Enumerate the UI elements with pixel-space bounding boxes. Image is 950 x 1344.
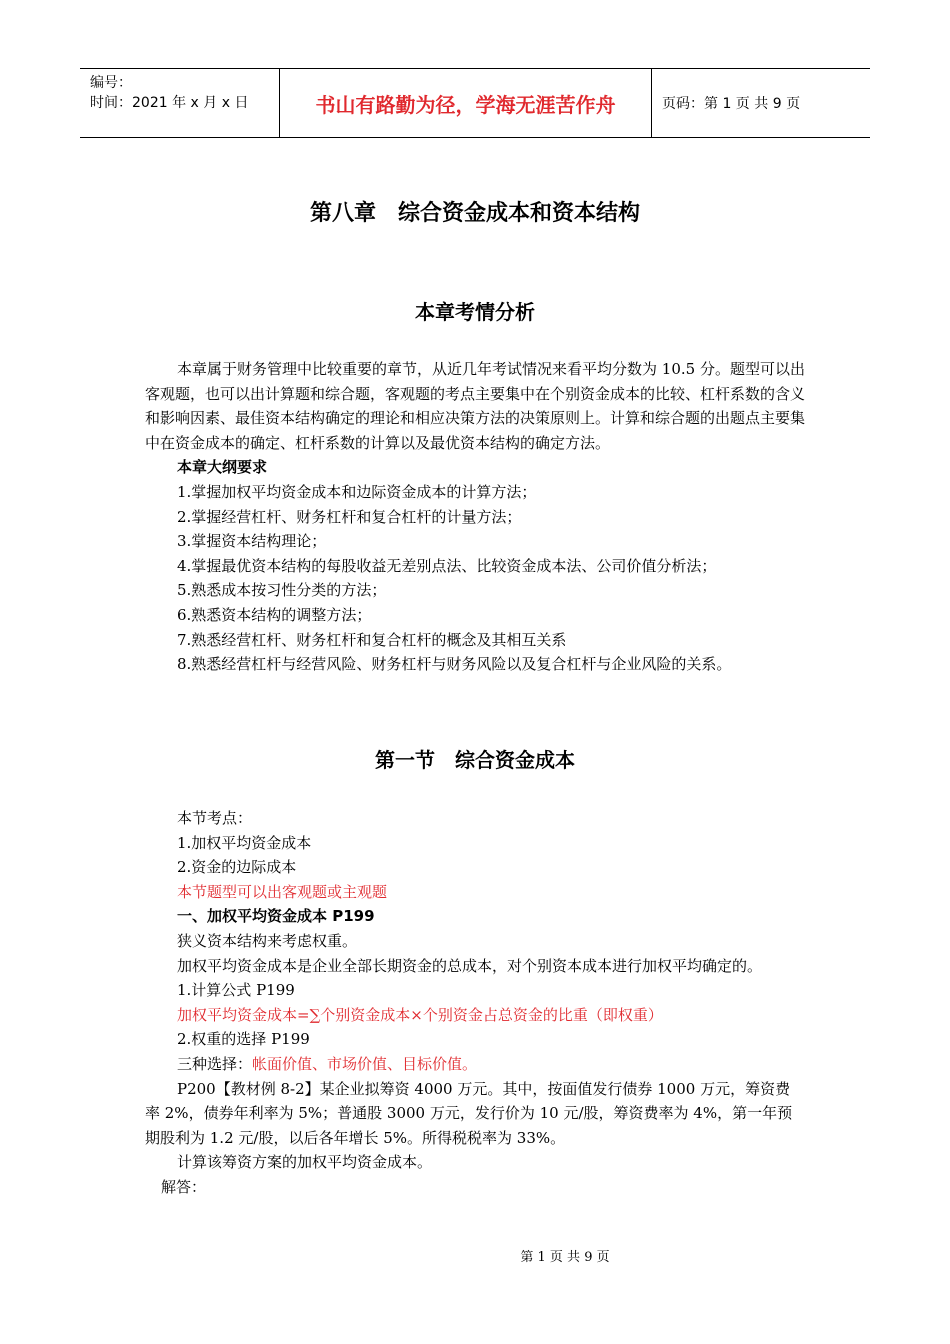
- outline-title: 本章大纲要求: [177, 458, 268, 477]
- outline-item: 4.掌握最优资本结构的每股收益无差别点法、比较资金成本法、公司价值分析法；: [177, 556, 717, 575]
- points-label: 本节考点：: [177, 809, 253, 827]
- definition-paragraph: 加权平均资金成本是企业全部长期资金的总成本，对个别资本成本进行加权平均确定的。: [177, 956, 763, 975]
- page-header: [80, 68, 870, 138]
- date-label: 时间：2021 年 x 月 x 日: [90, 95, 249, 111]
- choice-values: 帐面价值、市场价值、目标价值。: [252, 1054, 478, 1073]
- weight-label: 2.权重的选择 P199: [177, 1030, 310, 1049]
- outline-item: 3.掌握资本结构理论；: [177, 532, 327, 551]
- analysis-title: 本章考情分析: [415, 300, 535, 324]
- outline-item: 5.熟悉成本按习性分类的方法；: [177, 581, 387, 600]
- outline-item: 2.掌握经营杠杆、财务杠杆和复合杠杆的计量方法；: [177, 507, 522, 526]
- number-label: 编号：: [90, 75, 132, 91]
- header-motto: 书山有路勤为径，学海无涯苦作舟: [280, 69, 652, 137]
- point-item: 1.加权平均资金成本: [177, 833, 312, 852]
- choice-line: [145, 1052, 805, 1077]
- point-item: 2.资金的边际成本: [177, 858, 297, 877]
- outline-item: 6.熟悉资本结构的调整方法；: [177, 605, 372, 624]
- question-type-note: 本节题型可以出客观题或主观题: [177, 882, 388, 901]
- section-block: [145, 806, 805, 1200]
- question-line: 计算该筹资方案的加权平均资金成本。: [177, 1153, 433, 1172]
- page-footer: 第 1 页 共 9 页: [520, 1250, 610, 1265]
- outline-item: 1.掌握加权平均资金成本和边际资金成本的计算方法；: [177, 482, 537, 501]
- outline-item: 8.熟悉经营杠杆与经营风险、财务杠杆与财务风险以及复合杠杆与企业风险的关系。: [177, 655, 732, 674]
- analysis-paragraph: 本章属于财务管理中比较重要的章节，从近几年考试情况来看平均分数为 10.5 分。题型可以出客观题，也可以出计算题和综合题，客观题的考点主要集中在个别资金成本的比较、杠杆系数的含义和影响因素、最佳资本结构确定的理论和相应决策方法的决策原则上。计算和综合题的出题点主要集中在资金成本的确定、杠杆系数的计算以及最优资本结构的确定方法。: [145, 360, 806, 452]
- narrow-note: 狭义资本结构来考虑权重。: [177, 931, 358, 950]
- choice-prefix: 三种选择：: [177, 1054, 253, 1073]
- header-page-info: 页码：第 1 页 共 9 页: [662, 96, 801, 112]
- example-paragraph: P200【教材例 8-2】某企业拟筹资 4000 万元。其中，按面值发行债券 1000 万元，筹资费率 2%，债券年利率为 5%；普通股 3000 万元，发行价为 10 元/股，筹资费率为 4%，第一年预期股利为 1.2 元/股，以后各年增长 5%。所得税税率为 33%。: [145, 1079, 793, 1147]
- section-title: 第一节 综合资金成本: [375, 748, 575, 772]
- answer-label: 解答：: [161, 1177, 207, 1196]
- sub-heading: 一、加权平均资金成本 P199: [177, 907, 375, 926]
- formula-label: 1.计算公式 P199: [177, 981, 295, 1000]
- chapter-title: 第八章 综合资金成本和资本结构: [309, 201, 640, 226]
- formula-text: 加权平均资金成本=∑个别资金成本×个别资金占总资金的比重（即权重）: [177, 1005, 663, 1024]
- header-meta: [80, 69, 280, 137]
- analysis-block: [145, 357, 805, 677]
- outline-item: 7.熟悉经营杠杆、财务杠杆和复合杠杆的概念及其相互关系: [177, 630, 567, 649]
